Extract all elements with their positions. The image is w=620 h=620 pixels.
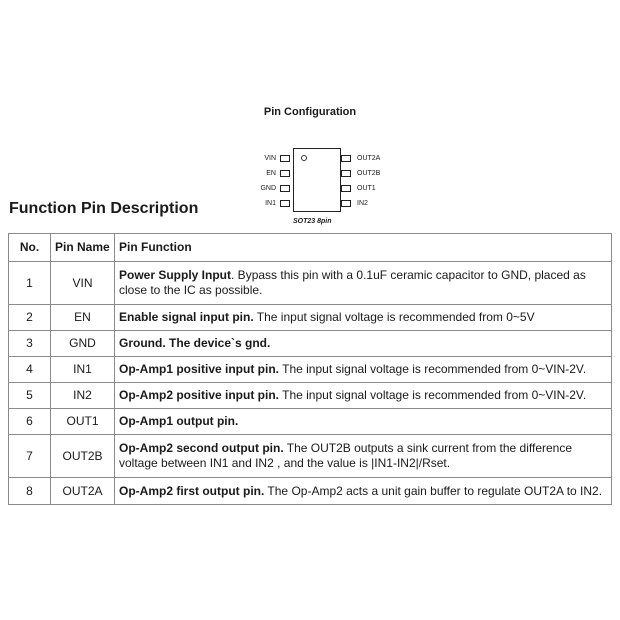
pin-function [115,357,612,383]
pin-function-text: . Bypass this pin with a 0.1uF ceramic capacitor to GND, placed as close to the IC as possible. [119,268,586,297]
header-pin-function: Pin Function [115,234,612,262]
pin-number: 3 [9,331,51,357]
pin-number: 1 [9,262,51,305]
pin-function [115,478,612,505]
pin-function [115,331,612,357]
pin-lead [341,170,351,177]
pin-name: IN2 [51,383,115,409]
pin-number: 5 [9,383,51,409]
pin-name: IN1 [51,357,115,383]
pin-function-text: The input signal voltage is recommended from 0~VIN-2V. [279,388,587,402]
pin-diagram [250,148,400,228]
table-row [9,478,612,505]
pin-function [115,383,612,409]
pin-label-out1: OUT1 [357,185,376,192]
table-header-row [9,234,612,262]
pin-label-en: EN [266,170,276,177]
pin-name: OUT2B [51,435,115,478]
pin-label-vin: VIN [264,155,276,162]
pin-lead [341,155,351,162]
pin-label-gnd: GND [260,185,276,192]
pin-function-text: The Op-Amp2 acts a unit gain buffer to regulate OUT2A to IN2. [264,483,603,498]
pin-lead [280,200,290,207]
pin-label-in2: IN2 [357,200,368,207]
table-row [9,409,612,435]
pin-function [115,305,612,331]
pin-number: 6 [9,409,51,435]
pin-name: VIN [51,262,115,305]
pin-function-bold: Op-Amp2 positive input pin. [119,388,279,402]
pin-configuration-title: Pin Configuration [263,106,357,118]
pin1-marker [301,155,307,161]
pin-number: 8 [9,478,51,505]
table-row [9,357,612,383]
table-row [9,331,612,357]
pin-function-table [8,233,612,505]
pin-function-bold: Op-Amp2 first output pin. [119,483,265,498]
table-row [9,262,612,305]
pin-number: 4 [9,357,51,383]
pin-lead [280,170,290,177]
pin-function-bold: Op-Amp1 output pin. [119,414,239,428]
pin-lead [280,185,290,192]
header-no: No. [9,234,51,262]
pin-function [115,262,612,305]
pin-function-bold: Power Supply Input [119,268,232,282]
pin-number: 2 [9,305,51,331]
pin-function-bold: Ground. The device`s gnd. [119,336,271,350]
ic-package-body [293,148,341,212]
pin-name: EN [51,305,115,331]
pin-lead [341,200,351,207]
pin-function [115,435,612,478]
package-label: SOT23 8pin [293,218,332,225]
pin-label-out2b: OUT2B [357,170,381,177]
pin-name: OUT1 [51,409,115,435]
pin-number: 7 [9,435,51,478]
table-row [9,435,612,478]
pin-label-out2a: OUT2A [357,155,381,162]
table-row [9,383,612,409]
pin-name: GND [51,331,115,357]
pin-function-text: The OUT2B outputs a sink current from the difference voltage between IN1 and IN2 , and the value is |IN1-IN2|/Rset. [119,441,573,470]
header-pin-name: Pin Name [51,234,115,262]
pin-label-in1: IN1 [265,200,276,207]
pin-function-text: The input signal voltage is recommended from 0~5V [253,310,535,324]
table-row [9,305,612,331]
pin-function-text: The input signal voltage is recommended from 0~VIN-2V. [279,362,587,376]
pin-function-bold: Op-Amp2 second output pin. [119,441,284,455]
section-heading: Function Pin Description [9,200,199,217]
pin-function-bold: Op-Amp1 positive input pin. [119,362,279,376]
pin-name: OUT2A [51,478,115,505]
pin-lead [280,155,290,162]
pin-function [115,409,612,435]
pin-function-bold: Enable signal input pin. [119,310,254,324]
pin-lead [341,185,351,192]
